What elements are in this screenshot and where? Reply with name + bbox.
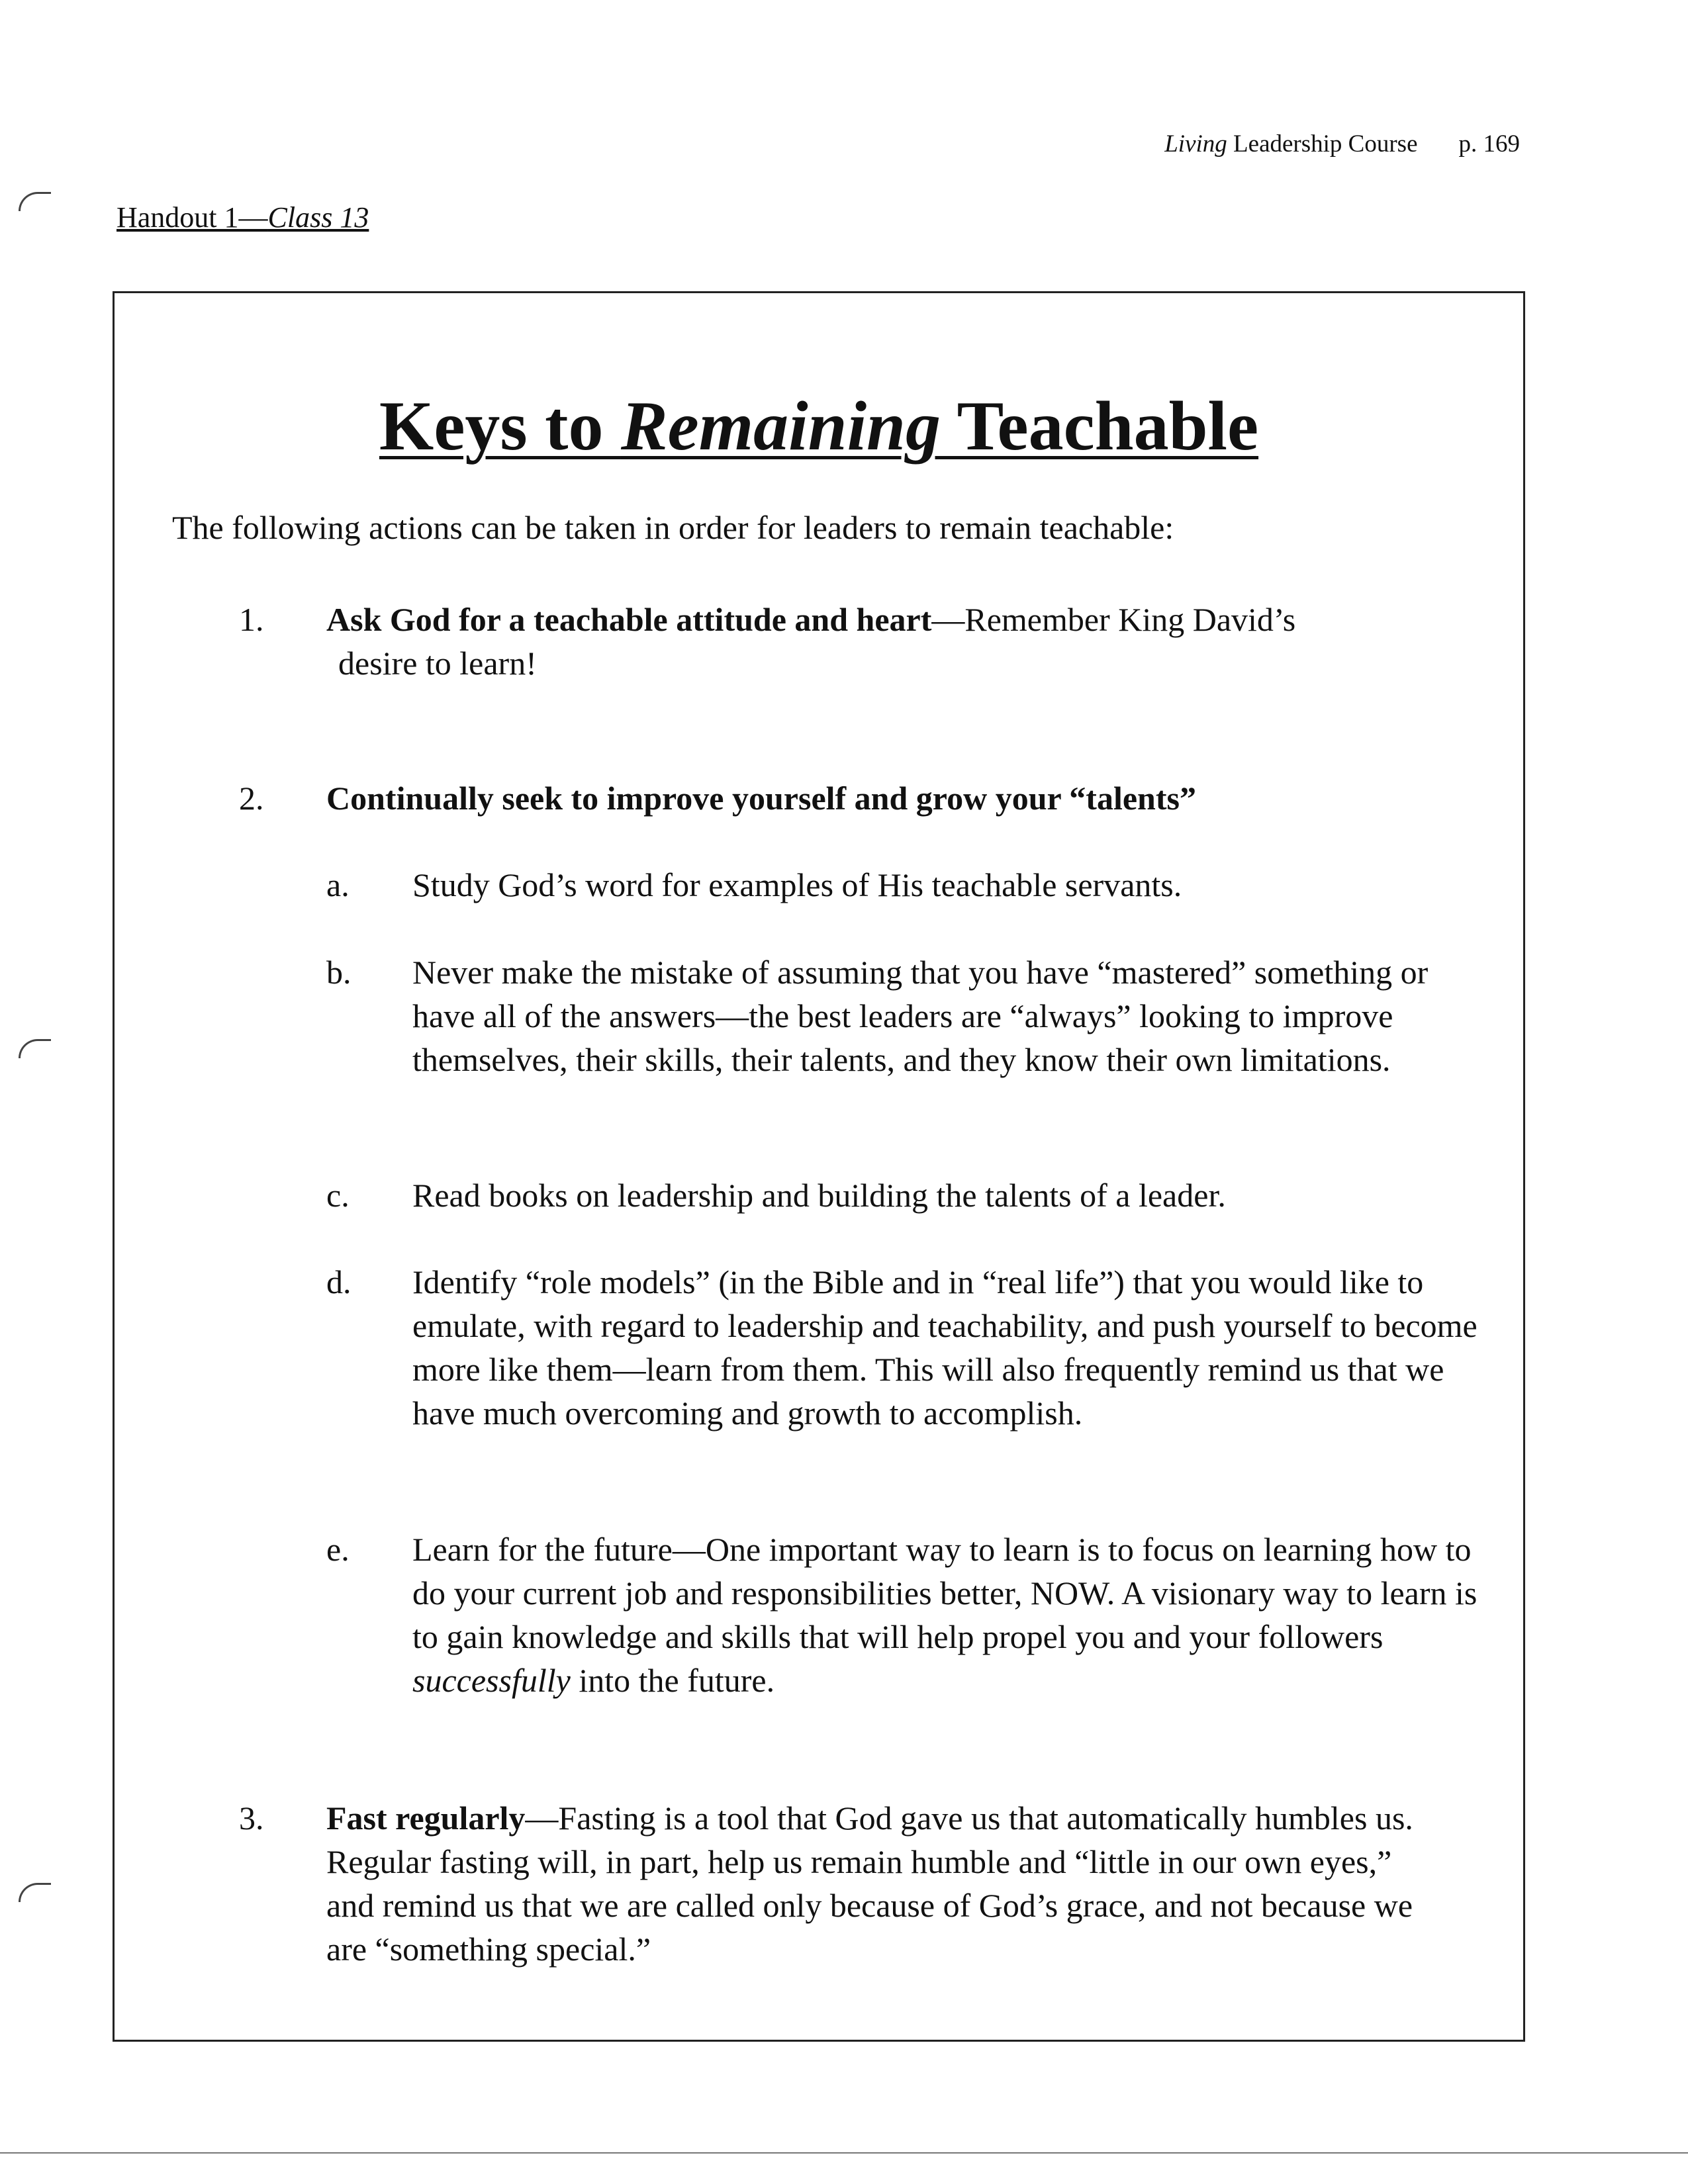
sub-item-text: Identify “role models” (in the Bible and in “real life”) that you would like to emulate, with regard to leadership and teachability, and push yourself to become more like them—learn from them. This will also frequently remind us that we have much overcoming and growth to accomplish. [412,1263,1477,1432]
sub-item-letter: d. [326,1263,352,1300]
handout-class: Class 13 [267,201,369,234]
item-lead: Ask God for a teachable attitude and heart [326,601,932,638]
title-part-1: Keys to [379,387,621,465]
item-number: 1. [239,601,264,638]
bottom-rule [0,2152,1688,2154]
binder-hole-mark [19,192,51,211]
course-header [1164,130,1520,158]
list-item-1 [239,598,1478,685]
item-lead: Fast regularly [326,1799,526,1837]
sub-item-b [326,950,1481,1081]
binder-hole-mark [19,1883,51,1902]
title-part-2: Remaining [620,387,941,465]
content-box [113,291,1525,2042]
sub-item-c [326,1173,1505,1217]
sub-item-text: Read books on leadership and building the talents of a leader. [412,1177,1226,1214]
handout-label [117,201,369,234]
handout-number: Handout 1— [117,201,268,234]
item-text-continued: desire to learn! [338,645,537,682]
sub-item-text: Study God’s word for examples of His teachable servants. [412,866,1182,903]
sub-item-letter: b. [326,954,352,991]
sub-item-text: Learn for the future—One important way to learn is to focus on learning how to do your current job and responsibilities better, NOW. A visionary way to learn is to gain knowledge and skills that will help propel you and your followers [412,1531,1477,1655]
item-lead: Continually seek to improve yourself and grow your “talents” [326,780,1196,817]
item-text: —Remember King David’s [931,601,1296,638]
course-title-italic: Living [1164,130,1227,158]
sub-item-letter: e. [326,1531,350,1568]
list-item-3 [239,1796,1438,1971]
item-number: 3. [239,1799,264,1837]
binder-hole-mark [19,1039,51,1058]
course-title-rest: Leadership Course [1227,130,1418,158]
sub-item-text-end: into the future. [570,1662,775,1699]
sub-item-letter: c. [326,1177,350,1214]
title-part-3: Teachable [941,387,1259,465]
list-item-2 [239,776,1478,820]
sub-item-e [326,1527,1505,1702]
sub-item-d [326,1260,1481,1435]
intro-text: The following actions can be taken in order for leaders to remain teachable: [172,509,1174,546]
sub-item-letter: a. [326,866,350,903]
sub-item-text: Never make the mistake of assuming that you have “mastered” something or have all of the answers—the best leaders are “always” looking to improve themselves, their skills, their talents, and they know their own limitations. [412,954,1429,1078]
sub-item-a [326,863,1505,907]
item-text: —Fasting is a tool that God gave us that automatically humbles us. Regular fasting will, in part, help us remain humble and “little in our own eyes,” and remind us that we are called only because of God’s grace, and not because we are “something special.” [326,1799,1413,1968]
item-number: 2. [239,780,264,817]
page-title [115,386,1523,467]
page-number: p. 169 [1458,130,1520,158]
sub-item-text-italic: successfully [412,1662,571,1699]
